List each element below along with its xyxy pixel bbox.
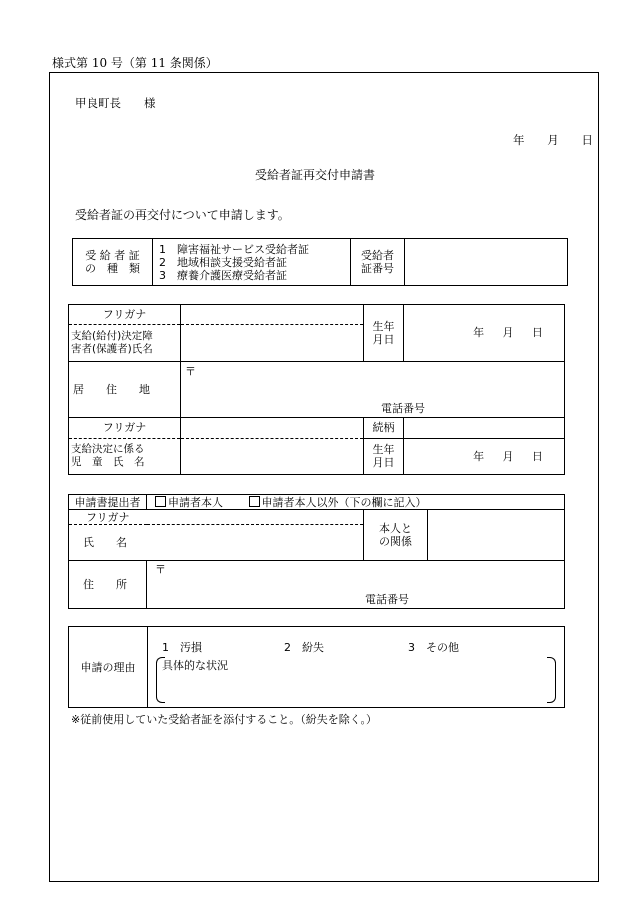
certificate-table [72, 238, 568, 286]
relation-label: 続柄 [364, 418, 404, 438]
submitter-name-field[interactable] [147, 525, 364, 561]
cert-type-label-1: 受 給 者 証 [85, 249, 140, 262]
applicant-name-label-1: 支給(給付)決定障 [71, 329, 153, 342]
child-birth-label [364, 438, 404, 474]
birth-label-1: 生年 [372, 319, 395, 333]
applicant-name-label-2: 害者(保護者)氏名 [71, 342, 153, 355]
cert-option-1[interactable]: 1 障害福祉サービス受給者証 [159, 242, 309, 256]
cert-number-label-1: 受給者 [361, 249, 394, 262]
furigana-field[interactable] [181, 305, 364, 325]
submitter-phone-label: 電話番号 [365, 593, 409, 606]
cert-type-label [73, 239, 153, 286]
checkbox-other[interactable] [249, 496, 427, 509]
cert-option-2[interactable]: 2 地域相談支援受給者証 [159, 255, 287, 269]
submitter-relation-label-1: 本人と [379, 522, 412, 535]
residence-field[interactable] [181, 361, 565, 418]
submitter-relation-field[interactable] [428, 510, 565, 561]
intro-text: 受給者証の再交付について申請します。 [75, 208, 290, 222]
reason-table [68, 626, 565, 708]
date-line [513, 132, 593, 148]
submitter-options [147, 495, 565, 510]
phone-label: 電話番号 [381, 402, 425, 416]
applicant-name-field[interactable] [181, 325, 364, 361]
reason-options [148, 627, 564, 654]
reason-label: 申請の理由 [69, 627, 148, 708]
attachment-note: ※従前使用していた受給者証を添付すること。（紛失を除く。） [71, 713, 377, 726]
checkbox-self[interactable] [155, 496, 223, 509]
child-name-label-2: 児 童 氏 名 [71, 456, 145, 469]
furigana2-label: フリガナ [69, 418, 181, 438]
checkbox-self-label: 申請者本人 [168, 495, 223, 509]
detail-bracket-right [547, 657, 556, 703]
child-birth-day: 日 [531, 449, 543, 463]
checkbox-other-label: 申請者本人以外（下の欄に記入） [261, 495, 427, 509]
detail-label: 具体的な状況 [162, 659, 228, 672]
furigana2-field[interactable] [181, 418, 364, 438]
reason-option-lost[interactable]: 2 紛失 [284, 641, 324, 654]
form-title: 受給者証再交付申請書 [254, 168, 375, 182]
applicant-table [68, 304, 565, 475]
submitter-furigana-label: フリガナ [69, 510, 147, 525]
submitter-label: 申請書提出者 [69, 495, 147, 510]
birth-field[interactable] [404, 305, 565, 362]
relation-field[interactable] [404, 418, 565, 438]
postal-mark: 〒 [185, 364, 196, 378]
submitter-furigana-field[interactable] [147, 510, 364, 525]
cert-type-options [153, 239, 351, 286]
cert-type-label-2: の 種 類 [85, 262, 140, 275]
submitter-relation-label-2: の関係 [379, 535, 412, 548]
checkbox-self-box[interactable] [155, 496, 166, 507]
cert-number-label-2: 証番号 [361, 262, 394, 275]
child-birth-year: 年 [473, 449, 485, 463]
child-name-field[interactable] [181, 438, 364, 474]
submitter-relation-label [364, 510, 428, 561]
child-name-label [69, 438, 181, 474]
child-birth-label-2: 月日 [372, 456, 395, 470]
applicant-name-label [69, 325, 181, 361]
child-name-label-1: 支給決定に係る [71, 443, 145, 456]
reason-option-other[interactable]: 3 その他 [408, 641, 459, 654]
submitter-address-label: 住 所 [69, 561, 147, 609]
cert-number-field[interactable] [405, 239, 568, 286]
child-birth-month: 月 [502, 449, 514, 463]
reason-field [148, 627, 565, 708]
birth-label-2: 月日 [372, 332, 395, 346]
submitter-address-field[interactable] [147, 561, 565, 609]
submitter-name-label: 氏 名 [69, 525, 147, 561]
date-year: 年 [513, 133, 525, 147]
submitter-postal-mark: 〒 [155, 563, 166, 576]
child-birth-field[interactable] [404, 438, 565, 474]
form-frame [49, 72, 599, 882]
birth-label [364, 305, 404, 362]
checkbox-other-box[interactable] [249, 496, 260, 507]
addressee: 甲良町長 様 [75, 96, 156, 110]
birth-day: 日 [531, 326, 543, 340]
submitter-table [68, 494, 565, 609]
residence-label: 居 住 地 [69, 361, 181, 418]
birth-month: 月 [502, 326, 514, 340]
cert-option-3[interactable]: 3 療養介護医療受給者証 [159, 268, 287, 282]
date-day: 日 [581, 133, 593, 147]
date-month: 月 [547, 133, 559, 147]
detail-field[interactable] [168, 673, 544, 699]
birth-year: 年 [473, 326, 485, 340]
child-birth-label-1: 生年 [372, 443, 395, 457]
furigana-label: フリガナ [69, 305, 181, 325]
reason-option-soil[interactable]: 1 汚損 [162, 641, 202, 654]
cert-number-label [351, 239, 405, 286]
form-number: 様式第 10 号（第 11 条関係） [52, 56, 218, 70]
